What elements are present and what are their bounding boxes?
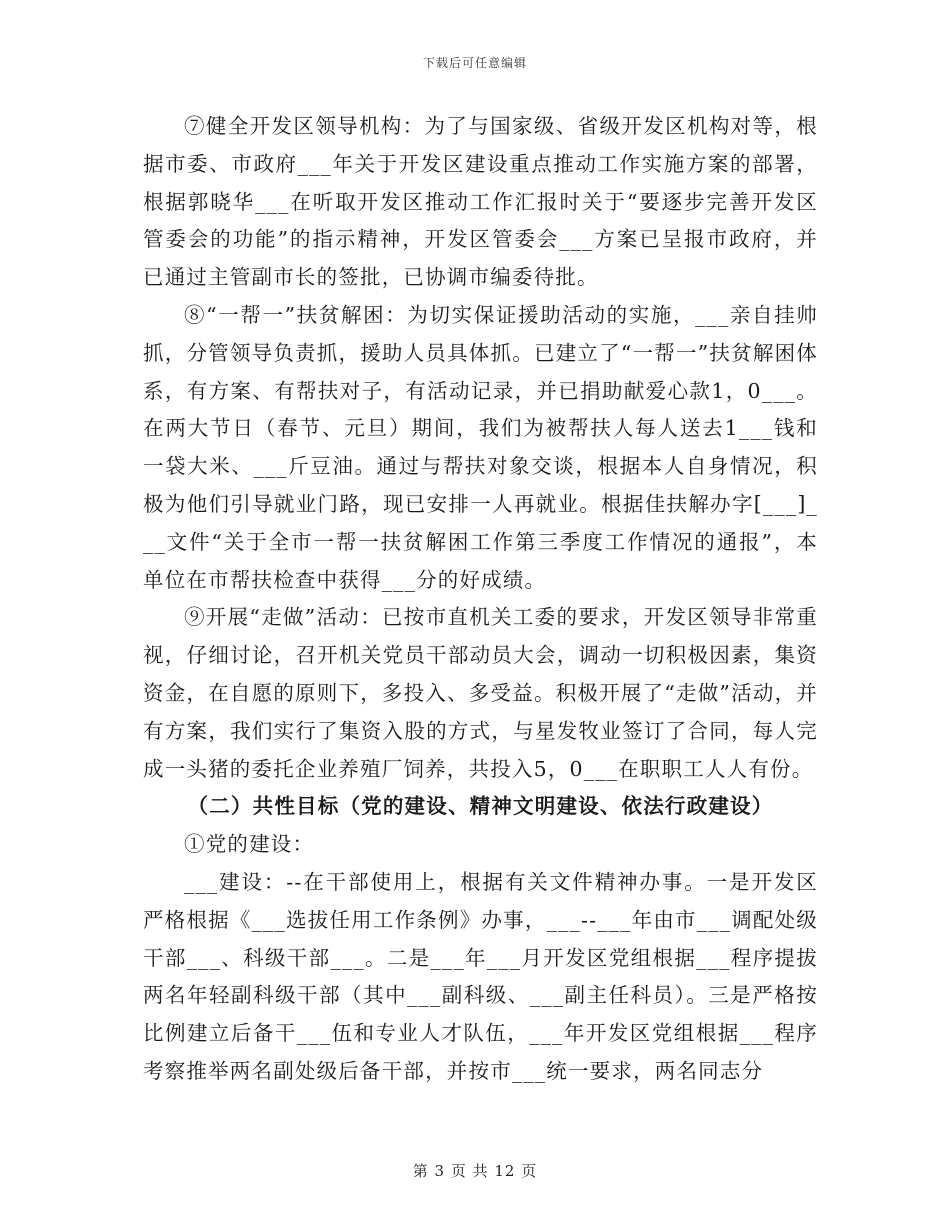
page-header: 下载后可任意编辑	[422, 56, 527, 70]
page-footer: 第 3 页 共 12 页	[412, 1162, 538, 1180]
document-body	[143, 108, 818, 1091]
subheading-party-building: ①党的建设：	[184, 832, 315, 857]
section-title: （二）共性目标（党的建设、精神文明建设、依法行政建设）	[187, 794, 774, 819]
paragraph-party-building: ___建设：--在干部使用上，根据有关文件精神办事。一是开发区严格根据《___选拔任用工作条例》办事，___--___年由市___调配处级干部___、科级干部___。二是___年___月开发区党组根据___程序提拔两名年轻副科级干部（其中___副科级、___副主任科员）。三是严格按比例建立后备干___伍和专业人才队伍，___年开发区党组根据___程序考察推举两名副处级后备干部，并按市___统一要求，两名同志分	[143, 869, 818, 1083]
paragraph-item-7: ⑦健全开发区领导机构：为了与国家级、省级开发区机构对等，根据市委、市政府___年关于开发区建设重点推动工作实施方案的部署，根据郭晓华___在听取开发区推动工作汇报时关于“要逐步完善开发区管委会的功能”的指示精神，开发区管委会___方案已呈报市政府，并已通过主管副市长的签批，已协调市编委待批。	[143, 114, 818, 290]
paragraph-item-8: ⑧“一帮一”扶贫解困：为切实保证援助活动的实施，___亲自挂帅抓，分管领导负责抓，援助人员具体抓。已建立了“一帮一”扶贫解困体系，有方案、有帮扶对子，有活动记录，并已捐助献爱心款1，0___。在两大节日（春节、元旦）期间，我们为被帮扶人每人送去1___钱和一袋大米、___斤豆油。通过与帮扶对象交谈，根据本人自身情况，积极为他们引导就业门路，现已安排一人再就业。根据佳扶解办字[___]___文件“关于全市一帮一扶贫解困工作第三季度工作情况的通报”，本单位在市帮扶检查中获得___分的好成绩。	[143, 302, 818, 592]
paragraph-item-9: ⑨开展“走做”活动：已按市直机关工委的要求，开发区领导非常重视，仔细讨论，召开机关党员干部动员大会，调动一切积极因素，集资资金，在自愿的原则下，多投入、多受益。积极开展了“走做”活动，并有方案，我们实行了集资入股的方式，与星发牧业签订了合同，每人完成一头猪的委托企业养殖厂饲养，共投入5，0___在职职工人人有份。	[143, 605, 818, 781]
